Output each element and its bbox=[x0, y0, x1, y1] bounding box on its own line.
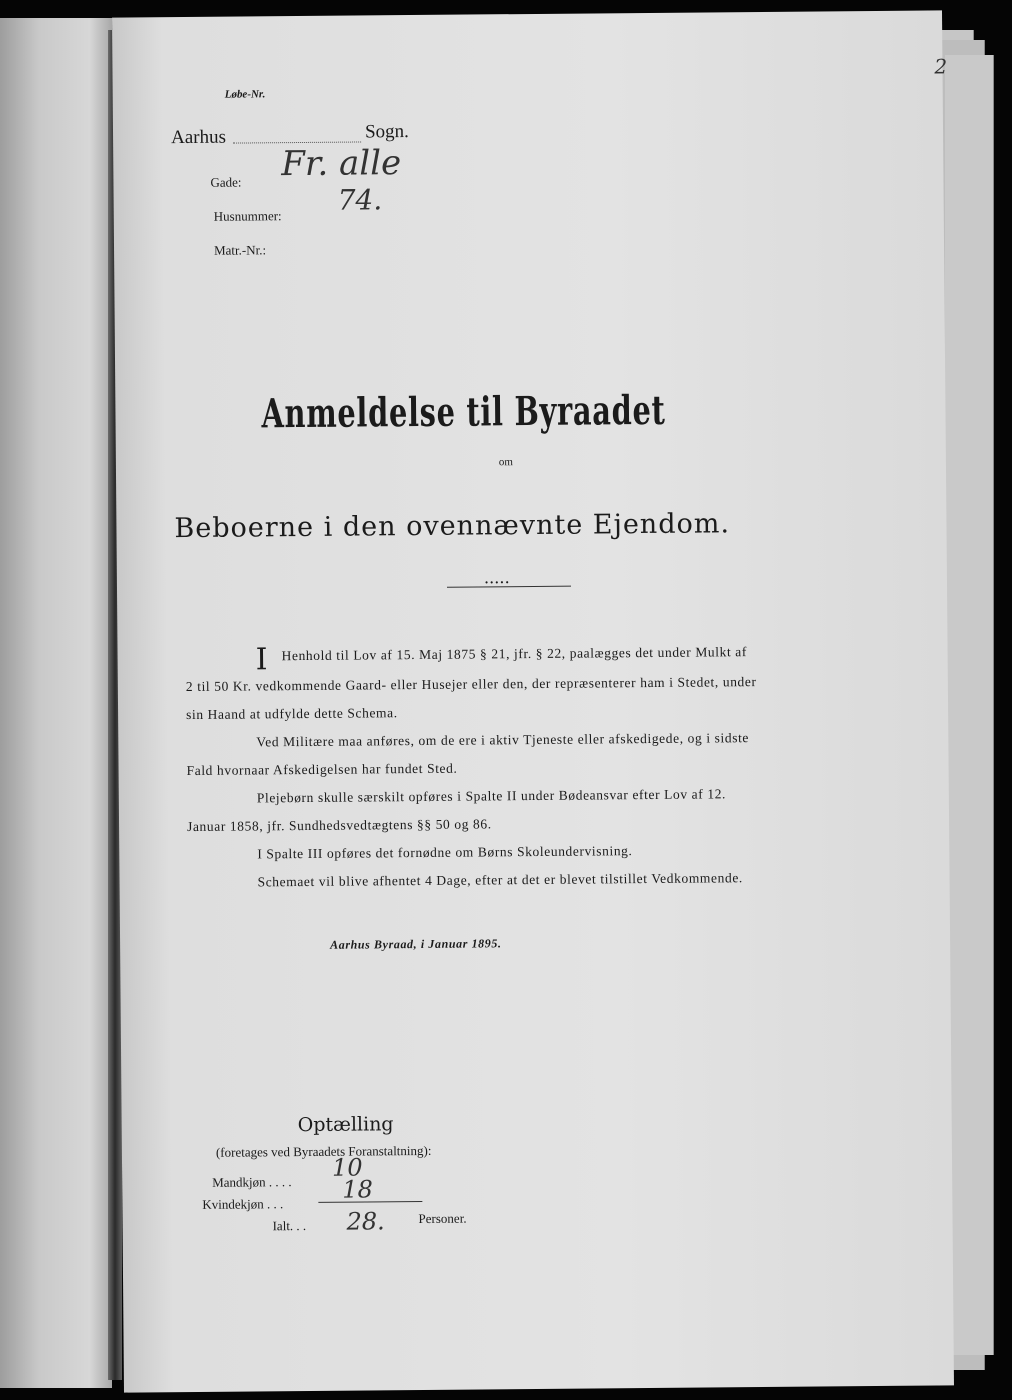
count-subtitle: (foretages ved Byraadets Foranstaltning): bbox=[215, 1142, 432, 1160]
sogn-label: Sogn. bbox=[364, 121, 409, 143]
ialt-value[interactable]: 28. bbox=[346, 1207, 385, 1236]
document-title: Anmeldelse til Byraadet bbox=[261, 386, 666, 438]
ialt-label: Ialt. . . bbox=[272, 1217, 307, 1234]
mandkjon-label: Mandkjøn . . . . bbox=[212, 1174, 292, 1190]
document-subtitle: Beboerne i den ovennævnte Ejendom. bbox=[174, 508, 731, 545]
husnummer-label: Husnummer: bbox=[213, 208, 282, 224]
title-om: om bbox=[498, 456, 514, 469]
paragraph-2-line-2: Fald hvornaar Afskedigelsen har fundet Sted. bbox=[186, 760, 458, 779]
page-edge bbox=[945, 55, 994, 1355]
paragraph-2-line-1: Ved Militære maa anføres, om de ere i aktiv Tjeneste eller afskedigede, og i sidste bbox=[256, 730, 750, 750]
sogn-field[interactable] bbox=[233, 125, 361, 143]
paragraph-1-line-2: 2 til 50 Kr. vedkommende Gaard- eller Husejer eller den, der repræsenterer ham i Stedet, under bbox=[185, 674, 757, 695]
corner-page-mark: 2 bbox=[934, 54, 948, 79]
mandkjon-value[interactable]: 10 bbox=[331, 1153, 363, 1182]
paragraph-initial: I bbox=[255, 642, 268, 678]
left-page bbox=[0, 18, 112, 1388]
husnummer-value[interactable]: 74. bbox=[337, 183, 383, 217]
gade-label: Gade: bbox=[210, 174, 242, 190]
lobe-nr-label: Løbe-Nr. bbox=[224, 88, 266, 101]
census-form-page bbox=[112, 10, 954, 1392]
paragraph-5-line-1: Schemaet vil blive afhentet 4 Dage, efter at det er blevet tilstillet Vedkommende. bbox=[257, 870, 743, 890]
paragraph-1-line-1: Henhold til Lov af 15. Maj 1875 § 21, jfr. § 22, paalægges det under Mulkt af bbox=[281, 644, 748, 664]
paragraph-3-line-1: Plejebørn skulle særskilt opføres i Spalte II under Bødeansvar efter Lov af 12. bbox=[256, 786, 727, 806]
paragraph-4-line-1: I Spalte III opføres det fornødne om Børns Skoleundervisning. bbox=[257, 843, 633, 862]
gade-value[interactable]: Fr. alle bbox=[281, 143, 402, 185]
count-title: Optælling bbox=[297, 1113, 394, 1137]
ornament-dots: ••••• bbox=[484, 577, 511, 588]
paragraph-1-line-3: sin Haand at udfylde dette Schema. bbox=[186, 705, 398, 723]
kvindekjon-label: Kvindekjøn . . . bbox=[202, 1196, 284, 1212]
kvindekjon-value[interactable]: 18 bbox=[342, 1175, 373, 1204]
personer-label: Personer. bbox=[418, 1210, 467, 1227]
matr-label: Matr.-Nr.: bbox=[213, 242, 267, 258]
city-label: Aarhus bbox=[170, 126, 227, 149]
byraad-signature: Aarhus Byraad, i Januar 1895. bbox=[330, 936, 502, 952]
paragraph-3-line-2: Januar 1858, jfr. Sundhedsvedtægtens §§ 50 og 86. bbox=[187, 816, 492, 835]
